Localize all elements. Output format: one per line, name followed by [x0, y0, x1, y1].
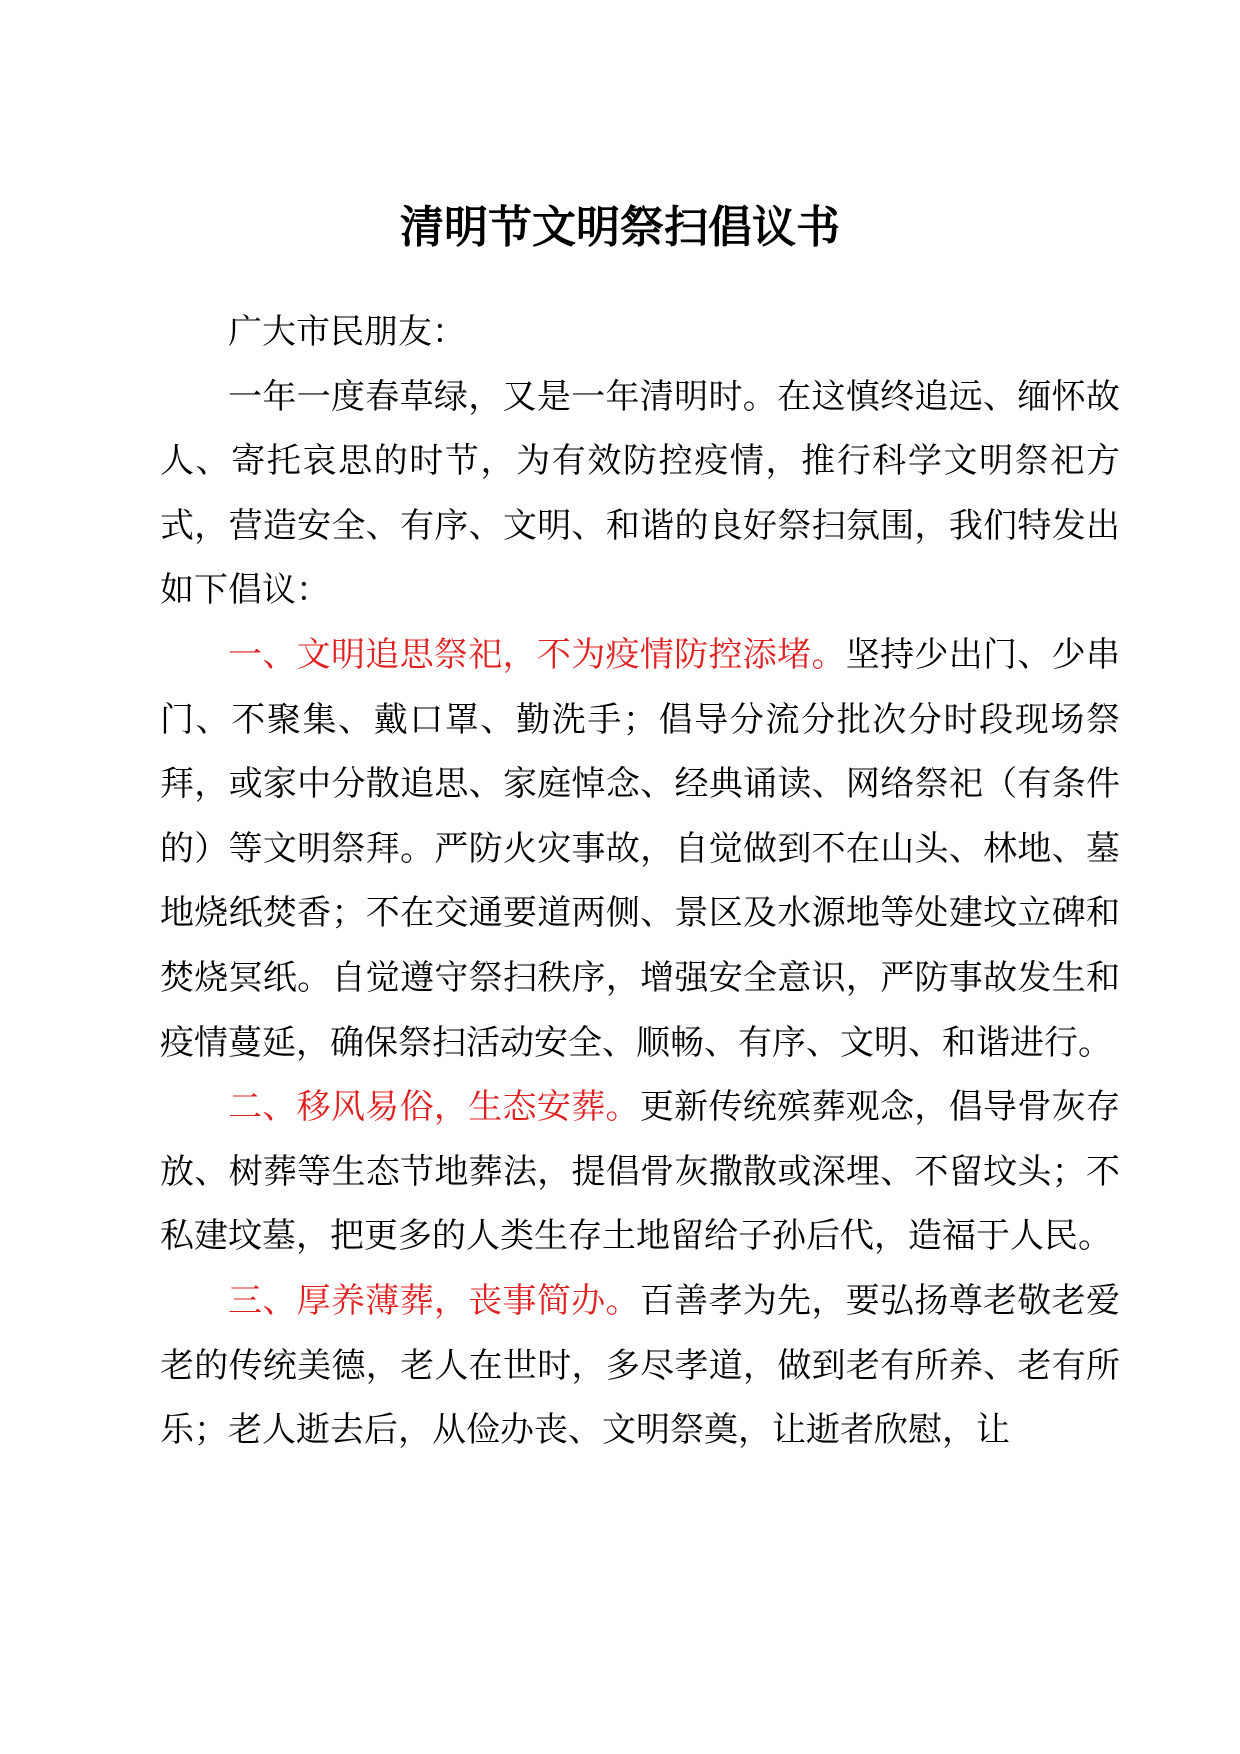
section-2-text: 更新传统殡葬观念，倡导骨灰存放、树葬等生态节地葬法，提倡骨灰撒散或深埋、不留坟头；不私建坟墓，把更多的人类生存土地留给子孙后代，造福于人民。: [160, 1087, 1121, 1257]
section-1-paragraph: [160, 623, 1120, 1075]
section-1-heading: 一、文明追思祭祀，不为疫情防控添堵。: [228, 634, 846, 675]
document-body: [160, 300, 1120, 1463]
section-3-heading: 三、厚养薄葬，丧事简办。: [228, 1280, 640, 1321]
section-3-paragraph: [160, 1269, 1120, 1463]
salutation: 广大市民朋友：: [228, 312, 466, 352]
section-2-paragraph: [160, 1075, 1120, 1269]
section-3-text: 百善孝为先，要弘扬尊老敬老爱老的传统美德，老人在世时，多尽孝道，做到老有所养、老有所乐；老人逝去后，从俭办丧、文明祭奠，让逝者欣慰，让: [160, 1280, 1121, 1451]
intro-paragraph: 一年一度春草绿，又是一年清明时。在这慎终追远、缅怀故人、寄托哀思的时节，为有效防控疫情，推行科学文明祭祀方式，营造安全、有序、文明、和谐的良好祭扫氛围，我们特发出如下倡议：: [160, 376, 1120, 611]
document-title: 清明节文明祭扫倡议书: [400, 202, 840, 253]
section-2-heading: 二、移风易俗，生态安葬。: [228, 1087, 640, 1128]
section-1-text: 坚持少出门、少串门、不聚集、戴口罩、勤洗手；倡导分流分批次分时段现场祭拜，或家中分散追思、家庭悼念、经典诵读、网络祭祀（有条件的）等文明祭拜。严防火灾事故，自觉做到不在山头、林地、墓地烧纸焚香；不在交通要道两侧、景区及水源地等处建坟立碑和焚烧冥纸。自觉遵守祭扫秩序，增强安全意识，严防事故发生和疫情蔓延，确保祭扫活动安全、顺畅、有序、文明、和谐进行。: [160, 634, 1121, 1063]
